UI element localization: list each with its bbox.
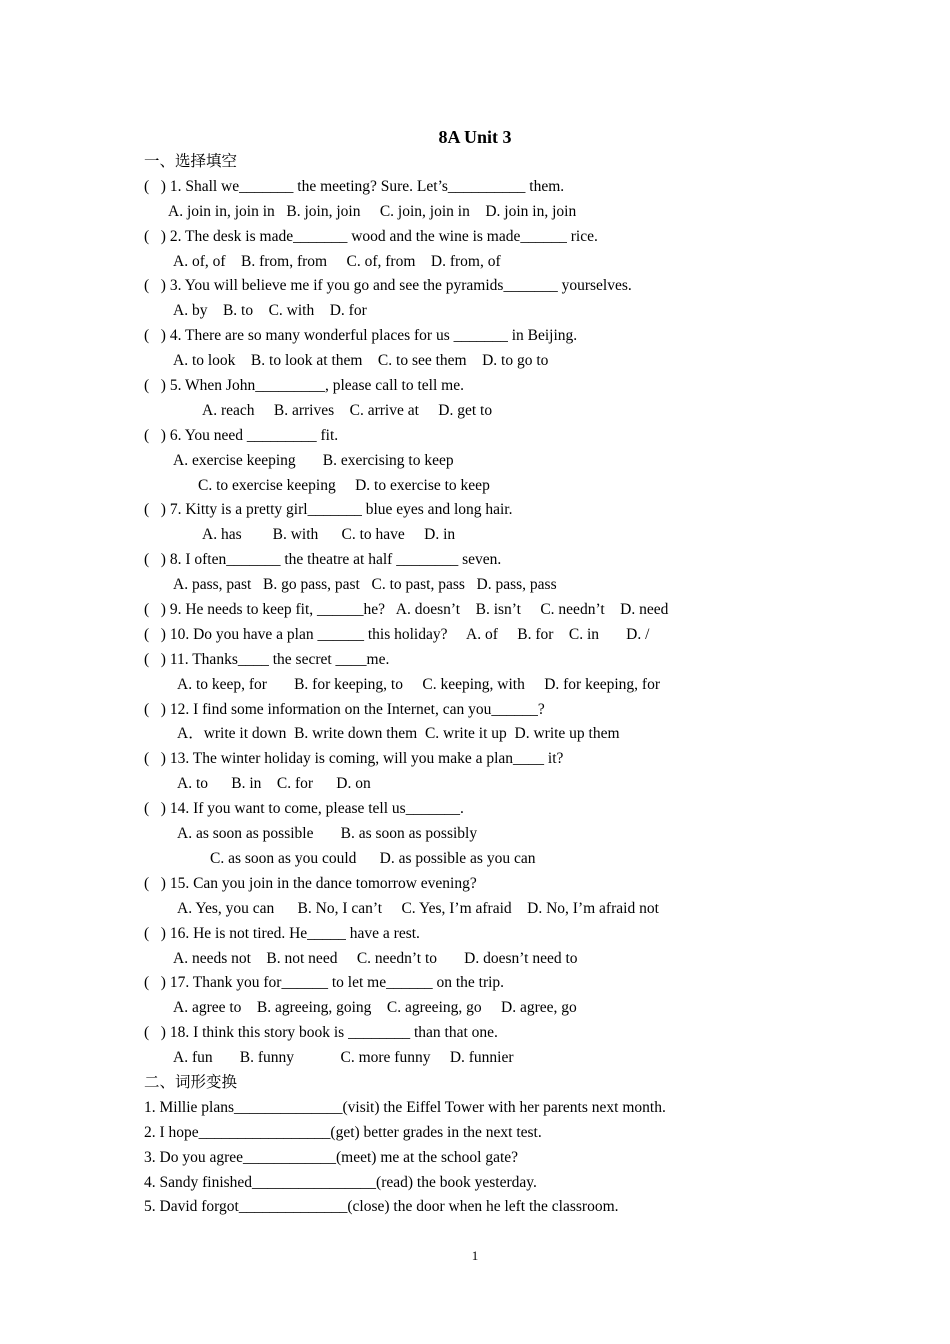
text-line: ( ) 16. He is not tired. He_____ have a rest. (144, 924, 420, 942)
text-line: ( ) 7. Kitty is a pretty girl_______ blue eyes and long hair. (144, 501, 513, 519)
text-line: ( ) 6. You need _________ fit. (144, 426, 339, 444)
text-line: ( ) 10. Do you have a plan ______ this holiday? A. of B. for C. in D. / (144, 625, 650, 643)
text-line: ( ) 4. There are so many wonderful places for us _______ in Beijing. (144, 327, 578, 345)
text-line: A. needs not B. not need C. needn’t to D. doesn’t need to (173, 949, 578, 967)
text-line: ( ) 14. If you want to come, please tell us_______. (144, 800, 464, 818)
text-line: A. to look B. to look at them C. to see them D. to go to (173, 352, 549, 370)
text-line: ( ) 15. Can you join in the dance tomorrow evening? (144, 874, 477, 892)
exercise-body (144, 150, 784, 1220)
text-line: ( ) 8. I often_______ the theatre at half ________ seven. (144, 551, 502, 569)
text-line: ( ) 11. Thanks____ the secret ____me. (144, 650, 390, 668)
text-line: ( ) 1. Shall we_______ the meeting? Sure. Let’s__________ them. (144, 177, 565, 195)
document-title: 8A Unit 3 (438, 127, 512, 147)
text-line: A. fun B. funny C. more funny D. funnier (173, 1049, 514, 1067)
text-line: A. to keep, for B. for keeping, to C. keeping, with D. for keeping, for (177, 675, 660, 693)
text-line: A. Yes, you can B. No, I can’t C. Yes, I’m afraid D. No, I’m afraid not (177, 899, 659, 917)
page-number: 1 (471, 1248, 479, 1263)
text-line: ( ) 17. Thank you for______ to let me______ on the trip. (144, 974, 505, 992)
text-line: 5. David forgot______________(close) the door when he left the classroom. (144, 1198, 619, 1216)
text-line: A. as soon as possible B. as soon as possibly (177, 825, 478, 843)
text-line: A. pass, past B. go pass, past C. to past, pass D. pass, pass (173, 576, 557, 594)
text-line: A. join in, join in B. join, join C. join, join in D. join in, join (168, 202, 577, 220)
text-line: A. to B. in C. for D. on (177, 775, 371, 793)
text-line: ( ) 5. When John_________, please call to tell me. (144, 377, 464, 395)
text-line: A．write it down B. write down them C. write it up D. write up them (177, 725, 620, 743)
text-line: A. reach B. arrives C. arrive at D. get to (202, 401, 493, 419)
text-line: 1. Millie plans______________(visit) the Eiffel Tower with her parents next month. (144, 1098, 666, 1116)
text-line: 3. Do you agree____________(meet) me at the school gate? (144, 1148, 519, 1166)
text-line: ( ) 3. You will believe me if you go and see the pyramids_______ yourselves. (144, 277, 632, 295)
text-line: A. agree to B. agreeing, going C. agreeing, go D. agree, go (173, 999, 577, 1017)
text-line: 一、选择填空 (144, 153, 238, 170)
text-line: A. has B. with C. to have D. in (202, 526, 456, 544)
text-line: 2. I hope_________________(get) better grades in the next test. (144, 1123, 542, 1141)
text-line: ( ) 2. The desk is made_______ wood and the wine is made______ rice. (144, 227, 598, 245)
text-line: A. by B. to C. with D. for (173, 302, 367, 320)
text-line: C. to exercise keeping D. to exercise to keep (198, 476, 490, 494)
text-line: ( ) 12. I find some information on the Internet, can you______? (144, 700, 545, 718)
text-line: ( ) 13. The winter holiday is coming, will you make a plan____ it? (144, 750, 564, 768)
text-line: C. as soon as you could D. as possible as you can (210, 849, 536, 867)
text-line: ( ) 9. He needs to keep fit, ______he? A. doesn’t B. isn’t C. needn’t D. need (144, 601, 669, 619)
text-line: A. of, of B. from, from C. of, from D. from, of (173, 252, 501, 270)
text-line: A. exercise keeping B. exercising to keep (173, 451, 454, 469)
text-line: 4. Sandy finished________________(read) the book yesterday. (144, 1173, 537, 1191)
text-line: ( ) 18. I think this story book is ________ than that one. (144, 1024, 498, 1042)
text-line: 二、词形变换 (144, 1073, 238, 1091)
